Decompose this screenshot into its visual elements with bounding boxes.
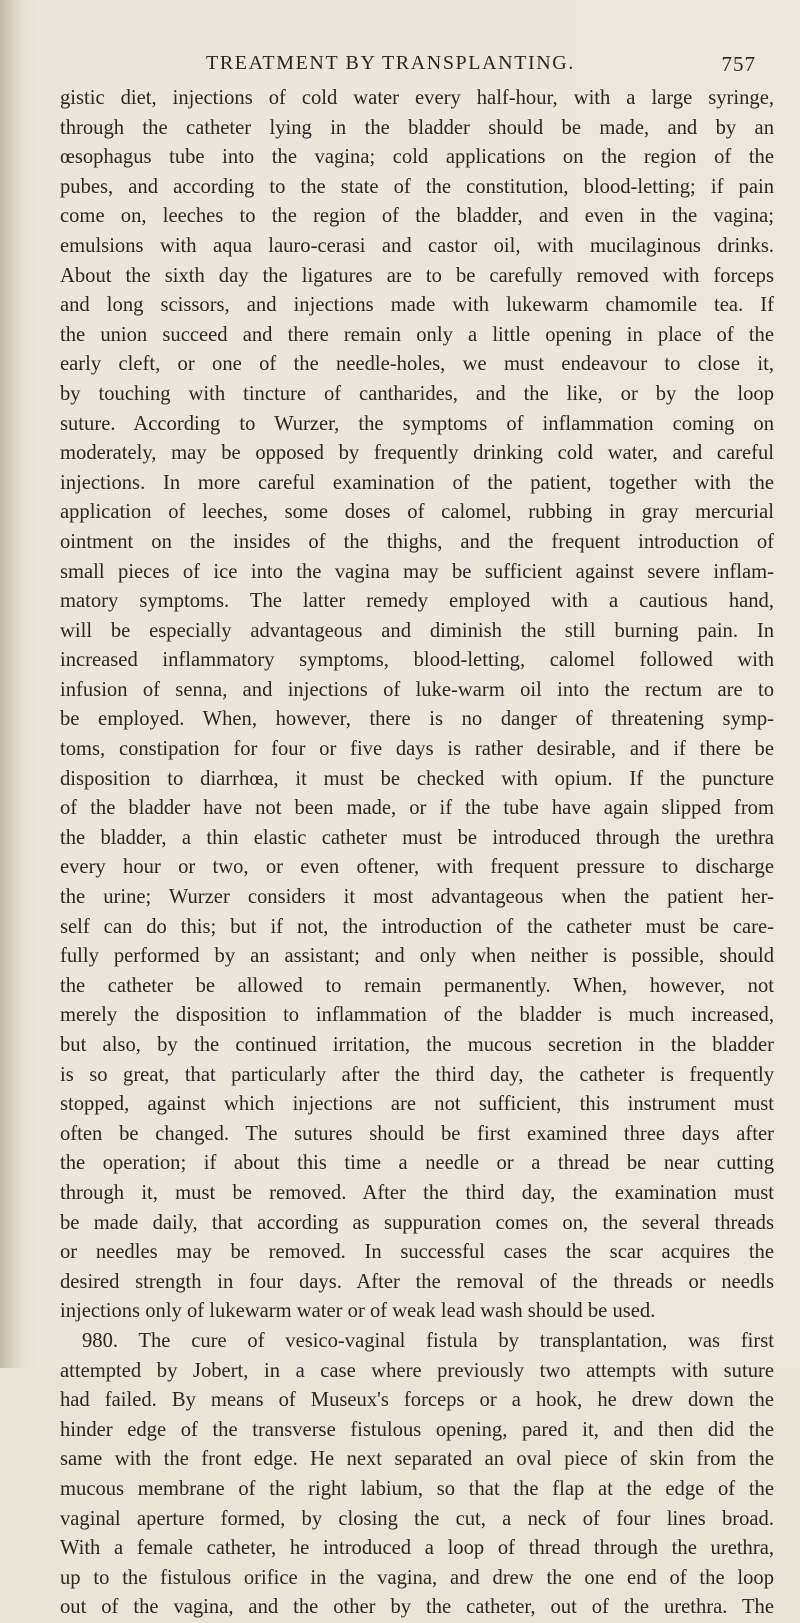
text-line: the operation; if about this time a needle or a thread be near cutting [60,1152,774,1175]
text-line: increased inflammatory symptoms, blood-letting, calomel followed with [60,649,774,672]
text-line: come on, leeches to the region of the bladder, and even in the vagina; [60,205,774,228]
text-line: matory symptoms. The latter remedy employed with a cautious hand, [60,590,774,613]
text-line: ointment on the insides of the thighs, and the frequent introduction of [60,530,774,553]
page-header [206,52,756,80]
text-line: suture. According to Wurzer, the symptoms of inflammation coming on [60,412,774,435]
text-line: gistic diet, injections of cold water every half-hour, with a large syringe, [60,87,774,109]
text-line: toms, constipation for four or five days is rather desirable, and if there be [60,738,774,761]
text-line: self can do this; but if not, the introduction of the catheter must be care- [60,915,774,938]
text-line: is so great, that particularly after the third day, the catheter is frequently [60,1063,774,1086]
text-line: early cleft, or one of the needle-holes, we must endeavour to close it, [60,353,774,376]
text-line: by touching with tincture of cantharides, and the like, or by the loop [60,382,774,405]
text-line: same with the front edge. He next separated an oval piece of skin from the [60,1448,774,1471]
text-line: moderately, may be opposed by frequently drinking cold water, and careful [60,442,774,465]
text-line: œsophagus tube into the vagina; cold applications on the region of the [60,146,774,169]
text-line: stopped, against which injections are not sufficient, this instrument must [60,1093,774,1116]
text-line: be employed. When, however, there is no danger of threatening symp- [60,708,774,731]
text-line: attempted by Jobert, in a case where previously two attempts with suture [60,1359,774,1382]
text-line: emulsions with aqua lauro-cerasi and castor oil, with mucilaginous drinks. [60,234,774,257]
text-line: hinder edge of the transverse fistulous opening, pared it, and then did the [60,1418,774,1441]
text-line: vaginal aperture formed, by closing the cut, a neck of four lines broad. [60,1507,774,1530]
text-line: and long scissors, and injections made with lukewarm chamomile tea. If [60,294,774,317]
text-line: infusion of senna, and injections of luke-warm oil into the rectum are to [60,678,774,701]
text-line: through it, must be removed. After the third day, the examination must [60,1181,774,1204]
text-line: often be changed. The sutures should be first examined three days after [60,1122,774,1145]
text-line: the urine; Wurzer considers it most advantageous when the patient her- [60,886,774,909]
gutter-shadow [0,0,22,1368]
text-line: 980. The cure of vesico-vaginal fistula by transplantation, was first [82,1329,774,1352]
text-line: application of leeches, some doses of calomel, rubbing in gray mercurial [60,501,774,524]
text-line: had failed. By means of Museux's forceps or a hook, he drew down the [60,1389,774,1412]
text-line: pubes, and according to the state of the constitution, blood-letting; if pain [60,175,774,198]
text-line: mucous membrane of the right labium, so that the flap at the edge of the [60,1477,774,1500]
text-line: About the sixth day the ligatures are to be carefully removed with forceps [60,264,774,287]
text-line: will be especially advantageous and diminish the still burning pain. In [60,619,774,642]
running-head: TREATMENT BY TRANSPLANTING. [206,52,575,74]
text-line: injections only of lukewarm water or of weak lead wash should be used. [60,1300,656,1323]
text-line: be made daily, that according as suppuration comes on, the several threads [60,1211,774,1234]
text-line: every hour or two, or even oftener, with frequent pressure to discharge [60,856,774,879]
text-line: desired strength in four days. After the removal of the threads or needls [60,1270,774,1293]
text-line: or needles may be removed. In successful cases the scar acquires the [60,1241,774,1264]
text-line: but also, by the continued irritation, the mucous secretion in the bladder [60,1034,774,1056]
text-line: With a female catheter, he introduced a loop of thread through the urethra, [60,1537,774,1560]
text-line: of the bladder have not been made, or if the tube have again slipped from [60,797,774,820]
text-line: the bladder, a thin elastic catheter must be introduced through the urethra [60,826,774,849]
page-number: 757 [721,52,756,76]
text-line: out of the vagina, and the other by the catheter, out of the urethra. The [60,1596,774,1619]
text-line: small pieces of ice into the vagina may be sufficient against severe inflam- [60,560,774,583]
text-line: disposition to diarrhœa, it must be checked with opium. If the puncture [60,767,774,790]
text-line: the union succeed and there remain only a little opening in place of the [60,323,774,346]
text-line: fully performed by an assistant; and only when neither is possible, should [60,945,774,968]
text-line: merely the disposition to inflammation of the bladder is much increased, [60,1004,774,1027]
text-line: up to the fistulous orifice in the vagina, and drew the one end of the loop [60,1566,774,1589]
body-text [60,84,774,1623]
text-line: through the catheter lying in the bladder should be made, and by an [60,116,774,139]
text-line: the catheter be allowed to remain permanently. When, however, not [60,974,774,997]
text-line: injections. In more careful examination of the patient, together with the [60,471,774,494]
